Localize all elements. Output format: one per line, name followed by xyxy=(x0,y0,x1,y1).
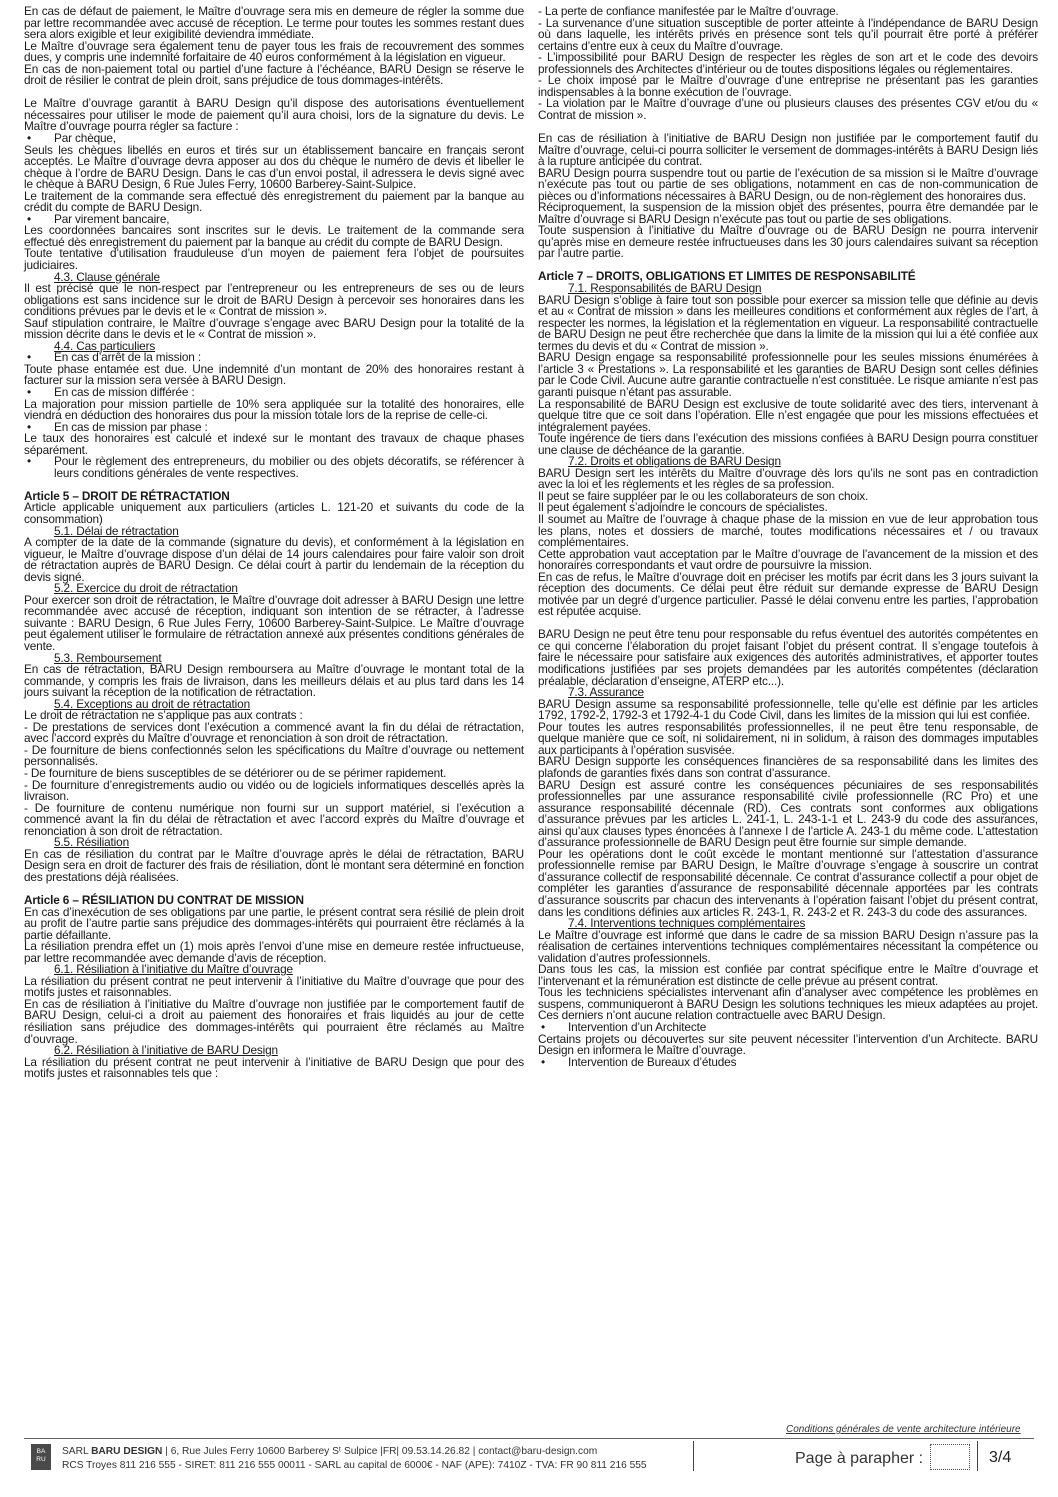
section-heading: 5.2. Exercice du droit de rétractation xyxy=(54,581,238,596)
bullet-item: • En cas de mission par phase : xyxy=(24,422,524,434)
paragraph: Il soumet au Maître de l’ouvrage à chaque phase de la mission en vue de leur approbation tous les plans, notes et dossiers de marché, toutes modifications nécessaires et / ou travaux complémentaires. xyxy=(538,511,1038,550)
paragraph: Cette approbation vaut acceptation par le Maître d’ouvrage de l’avancement de la mission et des honoraires correspondants et vaut ordre de poursuivre la mission. xyxy=(538,546,1038,573)
baru-logo xyxy=(31,1444,51,1470)
paragraph: Il peut se faire suppléer par le ou les collaborateurs de son choix. xyxy=(538,488,869,503)
paragraph: En cas de rétractation, BARU Design remboursera au Maître d’ouvrage le montant total de la commande, y compris les frais de livraison, dans les meilleurs délais et au plus tard dans les 14 jours suivant la réception de la notification de rétractation. xyxy=(24,662,524,700)
section-heading: 6.2. Résiliation à l’initiative de BARU Design xyxy=(54,1043,278,1058)
paragraph: Toute phase entamée est due. Une indemnité d’un montant de 20% des honoraires restant à facturer sur la mission sera versée à BARU Design. xyxy=(24,361,524,388)
section-heading: 7.4. Interventions techniques complémentaires xyxy=(568,916,806,931)
paragraph: Le droit de rétractation ne s’applique pas aux contrats : xyxy=(24,708,303,723)
bullet-item: • Pour le règlement des entrepreneurs, du mobilier ou des objets décoratifs, se référencer à leurs conditions générales de vente respectives. xyxy=(24,456,524,479)
paragraph: La responsabilité de BARU Design est exclusive de toute solidarité avec des tiers, intervenant à quelque titre que ce soit dans l’opération. Elle n’est engagée que pour les missions effectuées et intégralement payées. xyxy=(538,396,1038,434)
paragraph: En cas de résiliation à l’initiative de BARU Design non justifiée par le comportement fautif du Maître d’ouvrage, celui-ci pourra solliciter le versement de dommages-intérêts à BARU Design liés à la rupture anticipée du contrat. xyxy=(538,130,1038,169)
paragraph: En cas d’inexécution de ses obligations par une partie, le présent contrat sera résilié de plein droit au profit de l’autre partie sans préjudice des dommages-intérêts qui pourraient être réclamés à la partie défaillante. xyxy=(24,904,524,942)
paragraph: La résiliation prendra effet un (1) mois après l’envoi d’une mise en demeure restée infructueuse, par lettre recommandée avec demande d’avis de réception. xyxy=(24,939,524,965)
paragraph: Toute ingérence de tiers dans l’exécution des missions confiées à BARU Design pourra constituer une clause de déchéance de la garantie. xyxy=(538,431,1038,457)
company-line-2: RCS Troyes 811 216 555 - SIRET: 811 216 555 00011 - SARL au capital de 6000€ - NAF (APE): 7410Z - TVA: FR 90 811 216 555 xyxy=(62,1459,647,1471)
paragraph: - La perte de confiance manifestée par le Maître d’ouvrage. xyxy=(538,4,839,18)
paragraph: Le Maître d’ouvrage garantit à BARU Design qu’il dispose des autorisations éventuellement nécessaires pour utiliser le mode de paiement qu’il aura choisi, lors de la signature du devis. Le Maître d’ouvrage pourra régler sa facture : xyxy=(24,96,524,134)
paragraph: Pour toutes les autres responsabilités professionnelles, il ne peut être tenu responsable, de quelque manière que ce soit, ni solidairement, ni in solidum, à raison des dommages imputables aux participants à l’opération susvisée. xyxy=(538,719,1038,757)
paraph-box[interactable] xyxy=(930,1444,970,1470)
paragraph: En cas de résiliation du contrat par le Maître d’ouvrage après le délai de rétractation, BARU Design sera en droit de facturer des frais de résiliation, dont le montant sera déterminé en fonction des prestations déjà réalisées. xyxy=(24,846,524,884)
paragraph: Les coordonnées bancaires sont inscrites sur le devis. Le traitement de la commande sera effectué dès enregistrement du paiement par la banque au crédit du compte de BARU Design. xyxy=(24,223,524,249)
paragraph: BARU Design s’oblige à faire tout son possible pour exercer sa mission telle que définie au devis et au « Contrat de mission » dans les meilleures conditions et conformément aux règles de l’art, à respecter les normes, la législation et la réglementation en vigueur. La responsabilité contractuelle de BARU Design ne peut être recherchée que dans la limite de la mission qui lui a été confiée aux termes du devis et du « Contrat de mission ». xyxy=(538,292,1038,353)
paragraph: La résiliation du présent contrat ne peut intervenir à l’initiative de BARU Design que pour des motifs justes et raisonnables tels que : xyxy=(24,1054,524,1081)
paragraph: BARU Design supporte les conséquences financières de sa responsabilité dans les limites des plafonds de garanties fixés dans son contrat d’assurance. xyxy=(538,754,1038,780)
section-heading: 7.3. Assurance xyxy=(568,685,644,700)
section-heading: 7.2. Droits et obligations de BARU Design xyxy=(568,454,781,469)
company-address: | 6, Rue Jules Ferry 10600 Barberey Sᵗ Sulpice |FR| 09.53.14.26.82 | contact@baru-design.com xyxy=(162,1446,598,1457)
article-heading: Article 6 – RÉSILIATION DU CONTRAT DE MISSION xyxy=(24,892,304,907)
paragraph: BARU Design est assuré contre les conséquences pécuniaires de ses responsabilités professionnelles par une assurance responsabilité civile professionnelle (RC Pro) et une assurance responsabilité décennale (RD). Ces contrats sont conformes aux obligations d’assurance prévues par les articles L. 241-1, L. 243-1-1 et L. 243-9 du code des assurances, ainsi qu’aux clauses types énoncées à l’annexe I de l’article A. 243-1 du même code. L’attestation d’assurance professionnelle de BARU Design peut être fournie sur simple demande. xyxy=(538,777,1038,850)
paragraph: Le Maître d’ouvrage sera également tenu de payer tous les frais de recouvrement des sommes dues, y compris une indemnité forfaitaire de 40 euros conformément à la législation en vigueur. xyxy=(24,38,524,65)
paragraph: Réciproquement, la suspension de la mission objet des présentes, pourra être demandée par le Maître d’ouvrage si BARU Design n’exécute pas tout ou partie de ses obligations. xyxy=(538,200,1038,226)
paragraph: Seuls les chèques libellés en euros et tirés sur un établissement bancaire en français seront acceptés. Le Maître d’ouvrage devra apposer au dos du chèque le numéro de devis et libeller le chèque à l’ordre de BARU Design. Dans le cas d’un envoi postal, il adressera le devis signé avec le chèque à BARU Design, 6 Rue Jules Ferry, 10600 Barberey-Saint-Sulpice. xyxy=(24,142,524,192)
paragraph: BARU Design assume sa responsabilité professionnelle, telle qu’elle est définie par les articles 1792, 1792-2, 1792-3 et 1792-4-1 du Code Civil, dans les limites de la mission qui lui est confiée. xyxy=(538,696,1038,723)
paragraph: Pour exercer son droit de rétractation, le Maître d’ouvrage doit adresser à BARU Design une lettre recommandée avec accusé de réception, indiquant son intention de se rétracter, à l’adresse suivante : BARU Design, 6 Rue Jules Ferry, 10600 Barberey-Saint-Sulpice. Le Maître d’ouvrage peut également utiliser le formulaire de rétractation annexé aux présentes conditions générales de vente. xyxy=(24,592,524,653)
paragraph: Pour les opérations dont le coût excède le montant mentionné sur l’attestation d’assurance professionnelle remise par BARU Design, le Maître d’ouvrage s’engage à souscrire un contrat d’assurance collectif de responsabilité décennale. Ce contrat d’assurance collectif a pour objet de compléter les garanties d’assurance de responsabilité décennale apportées par les contrats d’assurance souscrits par chacun des intervenants à l’opération faisant l’objet du présent contrat, dans les conditions définies aux articles R. 243-1, R. 243-2 et R. 243-3 du code des assurances. xyxy=(538,846,1038,919)
paragraph: En cas de défaut de paiement, le Maître d’ouvrage sera mis en demeure de régler la somme due par lettre recommandée avec accusé de réception. Le terme pour toutes les sommes restant dues sera alors exigible et leur exigibilité deviendra immédiate. xyxy=(24,4,524,42)
paragraph: En cas de non-paiement total ou partiel d’une facture à l’échéance, BARU Design se réserve le droit de résilier le contrat de plein droit, sans préjudice de tous dommages-intérêts. xyxy=(24,61,524,88)
section-heading: 7.1. Responsabilités de BARU Design xyxy=(568,281,762,296)
section-heading: 6.1. Résiliation à l’initiative du Maître d’ouvrage xyxy=(54,962,293,977)
paragraph: - La violation par le Maître d’ouvrage d’une ou plusieurs clauses des présentes CGV et/ou du « Contrat de mission ». xyxy=(538,96,1038,122)
company-line-1 xyxy=(62,1445,647,1459)
section-heading: 5.5. Résiliation xyxy=(54,835,129,850)
page-number-separator xyxy=(977,1441,978,1471)
paragraph: Le taux des honoraires est calculé et indexé sur le montant des travaux de chaque phases séparément. xyxy=(24,431,524,457)
paragraph: Il est précisé que le non-respect par l’entrepreneur ou les entrepreneurs de ses ou de leurs obligations est sans incidence sur le droit de BARU Design à percevoir ses honoraires dans les conditions prévues par le devis et le « Contrat de mission ». xyxy=(24,281,524,319)
paragraph: Tous les techniciens spécialistes intervenant afin d’analyser avec compétence les problèmes en suspens, communiqueront à BARU Design les solutions techniques les mieux adaptées au projet. Ces derniers n’ont aucune relation contractuelle avec BARU Design. xyxy=(538,985,1038,1023)
paragraph: - De fourniture de biens susceptibles de se détériorer ou de se périmer rapidement. xyxy=(24,766,447,780)
paragraph: Le Maître d’ouvrage est informé que dans le cadre de sa mission BARU Design n’assure pas la réalisation de certaines interventions techniques complémentaires nécessitant la compétence ou validation d’autres professionnels. xyxy=(538,927,1038,965)
right-column xyxy=(538,6,1038,1068)
paragraph: Certains projets ou découvertes sur site peuvent nécessiter l’intervention d’un Architecte. BARU Design en informera le Maître d’ouvrage. xyxy=(538,1031,1038,1058)
bullet-item: • Intervention de Bureaux d’études xyxy=(538,1057,1038,1069)
footer-divider xyxy=(24,1438,1034,1439)
paragraph: BARU Design ne peut être tenu pour responsable du refus éventuel des autorités compétentes en ce qui concerne l’élaboration du projet faisant l’objet du présent contrat. Il s’engage toutefois à faire le nécessaire pour satisfaire aux exigences des autorités administratives, et apporter toutes modifications justifiées par ses projets demandées par les autorités compétentes (déclaration préalable, déclaration d’enseigne, ATERP etc...). xyxy=(538,627,1038,688)
paragraph: Article applicable uniquement aux particuliers (articles L. 121-20 et suivants du code de la consommation) xyxy=(24,500,524,526)
section-heading: 5.1. Délai de rétractation xyxy=(54,523,179,538)
company-name: BARU DESIGN xyxy=(91,1446,163,1457)
company-prefix: SARL xyxy=(62,1446,92,1457)
paragraph: Toute suspension à l’initiative du Maître d’ouvrage ou de BARU Design ne pourra intervenir qu’après mise en demeure restée infructueuses dans les 30 jours calendaires suivant sa réception par l’autre partie. xyxy=(538,223,1038,261)
bullet-item: • En cas d’arrêt de la mission : xyxy=(24,352,524,364)
paragraph: - L’impossibilité pour BARU Design de respecter les règles de son art et le code des devoirs professionnels des Architectes d’intérieur ou de toutes dispositions légales ou réglementaires. xyxy=(538,50,1038,76)
section-heading: 5.4. Exceptions au droit de rétractation xyxy=(54,696,250,711)
section-heading: 5.3. Remboursement xyxy=(54,650,162,665)
article-heading: Article 5 – DROIT DE RÉTRACTATION xyxy=(24,488,230,503)
page-number: 3/4 xyxy=(989,1449,1012,1466)
paragraph: La résiliation du présent contrat ne peut intervenir à l’initiative du Maître d’ouvrage que pour des motifs justes et raisonnables. xyxy=(24,973,524,1000)
bullet-item: • Par chèque, xyxy=(24,133,524,145)
footer-conditions-title: Conditions générales de vente architecture intérieure xyxy=(786,1424,1021,1435)
section-heading: 4.4. Cas particuliers xyxy=(54,338,156,353)
company-info xyxy=(62,1445,647,1472)
paragraph: - De fourniture de contenu numérique non fourni sur un support matériel, si l’exécution a commencé avant la fin du délai de rétractation et avec l’accord exprès du Maître d’ouvrage et renonciation à son droit de rétractation. xyxy=(24,800,524,838)
paragraph: BARU Design engage sa responsabilité professionnelle pour les seules missions énumérées à l’article 3 « Prestations ». La responsabilité et les garanties de BARU Design sont celles définies par le Code Civil. Aucune autre garantie contractuelle n’est constituée. Le risque amiante n’est pas garanti puisque n’étant pas assurable. xyxy=(538,350,1038,399)
paragraph: La majoration pour mission partielle de 10% sera appliquée sur la totalité des honoraires, elle viendra en déduction des honoraires dus pour la mission totale lors de la reprise de celle-ci. xyxy=(24,396,524,423)
paragraph: BARU Design sert les intérêts du Maître d’ouvrage dès lors qu’ils ne sont pas en contradiction avec la loi et les règlements et les règles de sa profession. xyxy=(538,465,1038,492)
logo-line-1: BA xyxy=(36,1448,46,1455)
paragraph: En cas de résiliation à l’initiative du Maître d’ouvrage non justifiée par le comportement fautif de BARU Design, celui-ci a droit au paiement des honoraires et frais liquidés au jour de cette résiliation sans préjudice des dommages-intérêts qui pourraient être réclamés au Maître d’ouvrage. xyxy=(24,996,524,1046)
paragraph: - De prestations de services dont l’exécution a commencé avant la fin du délai de rétractation, avec l’accord exprès du Maître d’ouvrage et renonciation à son droit de rétractation. xyxy=(24,719,524,746)
bullet-item: • Intervention d’un Architecte xyxy=(538,1022,1038,1034)
bullet-item: • En cas de mission différée : xyxy=(24,387,524,399)
paragraph: - De fourniture d’enregistrements audio ou vidéo ou de logiciels informatiques descellés après la livraison. xyxy=(24,777,524,804)
article-heading: Article 7 – DROITS, OBLIGATIONS ET LIMITES DE RESPONSABILITÉ xyxy=(538,269,916,284)
paragraph: - Le choix imposé par le Maître d’ouvrage d’une entreprise ne présentant pas les garanties indispensables à la bonne exécution de l’ouvrage. xyxy=(538,73,1038,99)
paraph-label: Page à parapher : xyxy=(795,1450,924,1467)
bullet-item: • Par virement bancaire, xyxy=(24,214,524,226)
paragraph: Il peut également s’adjoindre le concours de spécialistes. xyxy=(538,500,828,515)
paragraph: Toute tentative d’utilisation frauduleuse d’un moyen de paiement fera l’objet de poursuites judiciaires. xyxy=(24,246,524,272)
paragraph: En cas de refus, le Maître d’ouvrage doit en préciser les motifs par écrit dans les 3 jours suivant la réception des documents. Ce délai peut être réduit sur demande expresse de BARU Design motivée par un degré d’urgence particulier. Passé le délai convenu entre les parties, l’approbation est réputée acquise. xyxy=(538,569,1038,619)
paragraph: Dans tous les cas, la mission est confiée par contrat spécifique entre le Maître d’ouvrage et l’intervenant et la rémunération est distincte de celle prévue au présent contrat. xyxy=(538,962,1038,988)
paragraph: - De fourniture de biens confectionnés selon les spécifications du Maître d’ouvrage ou nettement personnalisés. xyxy=(24,742,524,769)
paragraph: Le traitement de la commande sera effectué dès enregistrement du paiement par la banque au crédit du compte de BARU Design. xyxy=(24,188,524,215)
paragraph: Sauf stipulation contraire, le Maître d’ouvrage s’engage avec BARU Design pour la totalité de la mission décrite dans le devis et le « Contrat de mission ». xyxy=(24,315,524,342)
left-column xyxy=(24,6,524,1080)
footer-separator xyxy=(693,1441,694,1471)
paragraph: BARU Design pourra suspendre tout ou partie de l’exécution de sa mission si le Maître d’ouvrage n’exécute pas tout ou partie de ses obligations, notamment en cas de non-communication de pièces ou d’informations nécessaires à BARU Design, ou de non-règlement des honoraires dus. xyxy=(538,165,1038,203)
paragraph: A compter de la date de la commande (signature du devis), et conformément à la législation en vigueur, le Maître d’ouvrage dispose d’un délai de 14 jours calendaires pour faire valoir son droit de rétractation auprès de BARU Design. Ce délai court à partir du lendemain de la réception du devis signé. xyxy=(24,535,524,584)
logo-line-2: RU xyxy=(36,1456,46,1463)
paragraph: - La survenance d’une situation susceptible de porter atteinte à l’indépendance de BARU Design où dans laquelle, les intérêts privés en présence sont tels qu’il pourrait être porté à préférer certains d’entre eux à ceux du Maître d’ouvrage. xyxy=(538,15,1038,53)
section-heading: 4.3. Clause générale xyxy=(54,269,160,284)
